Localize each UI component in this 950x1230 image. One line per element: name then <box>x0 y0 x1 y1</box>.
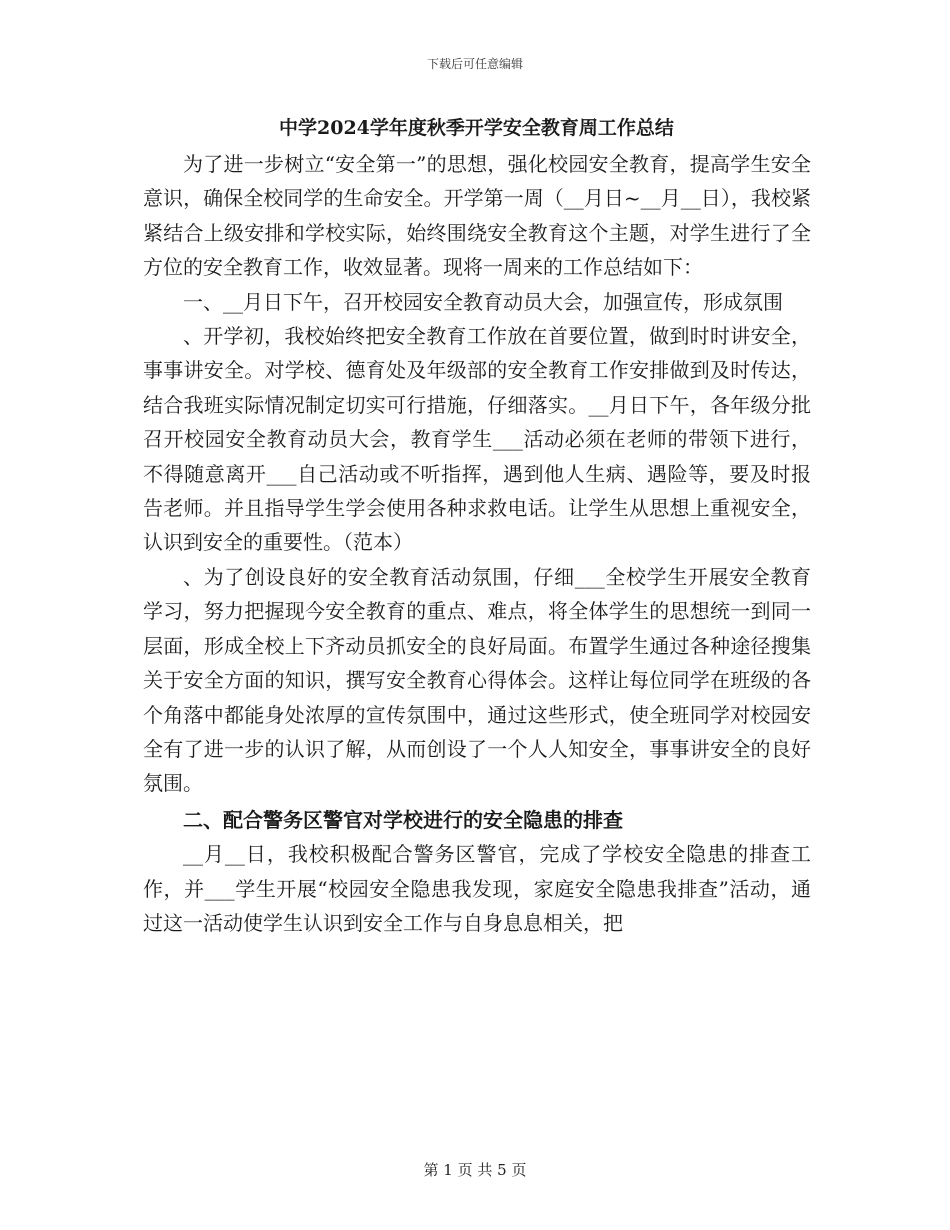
document-text <box>143 147 811 940</box>
paragraph-1-2: 、为了创设良好的安全教育活动氛围，仔细___全校学生开展安全教育学习，努力把握现今安全教育的重点、难点，将全体学生的思想统一到同一层面，形成全校上下齐动员抓安全的良好局面。布置学生通过各种途径搜集关于安全方面的知识，撰写安全教育心得体会。这样让每位同学在班级的各个角落中都能身处浓厚的宣传氛围中，通过这些形式，使全班同学对校园安全有了进一步的认识了解，从而创设了一个人人知安全，事事讲安全的良好氛围。 <box>143 564 811 796</box>
document-title: 中学2024学年度秋季开学安全教育周工作总结 <box>279 117 674 139</box>
header-note: 下载后可任意编辑 <box>426 57 523 71</box>
document-body <box>143 112 811 940</box>
section-heading-2: 二、配合警务区警官对学校进行的安全隐患的排查 <box>183 807 623 832</box>
paragraph-2-1: __月__日，我校积极配合警务区警官，完成了学校安全隐患的排查工作，并___学生开展“校园安全隐患我发现，家庭安全隐患我排查”活动，通过这一活动使学生认识到安全工作与自身息息相关，把 <box>143 842 811 935</box>
paragraph-intro: 为了进一步树立“安全第一”的思想，强化校园安全教育，提高学生安全意识，确保全校同学的生命安全。开学第一周（__月日~__月__日），我校紧紧结合上级安排和学校实际，始终围绕安全教育这个主题，对学生进行了全方位的安全教育工作，收效显著。现将一周来的工作总结如下： <box>143 152 811 280</box>
page-number: 第 1 页 共 5 页 <box>423 1161 527 1179</box>
paragraph-1-1: 、开学初，我校始终把安全教育工作放在首要位置，做到时时讲安全，事事讲安全。对学校、德育处及年级部的安全教育工作安排做到及时传达，结合我班实际情况制定切实可行措施，仔细落实。__月日下午，各年级分批召开校园安全教育动员大会，教育学生___活动必须在老师的带领下进行，不得随意离开___自己活动或不听指挥，遇到他人生病、遇险等，要及时报告老师。并且指导学生学会使用各种求救电话。让学生从思想上重视安全，认识到安全的重要性。（范本） <box>143 324 811 555</box>
section-heading-1: 一、__月日下午，召开校园安全教育动员大会，加强宣传，形成氛围 <box>183 289 783 314</box>
